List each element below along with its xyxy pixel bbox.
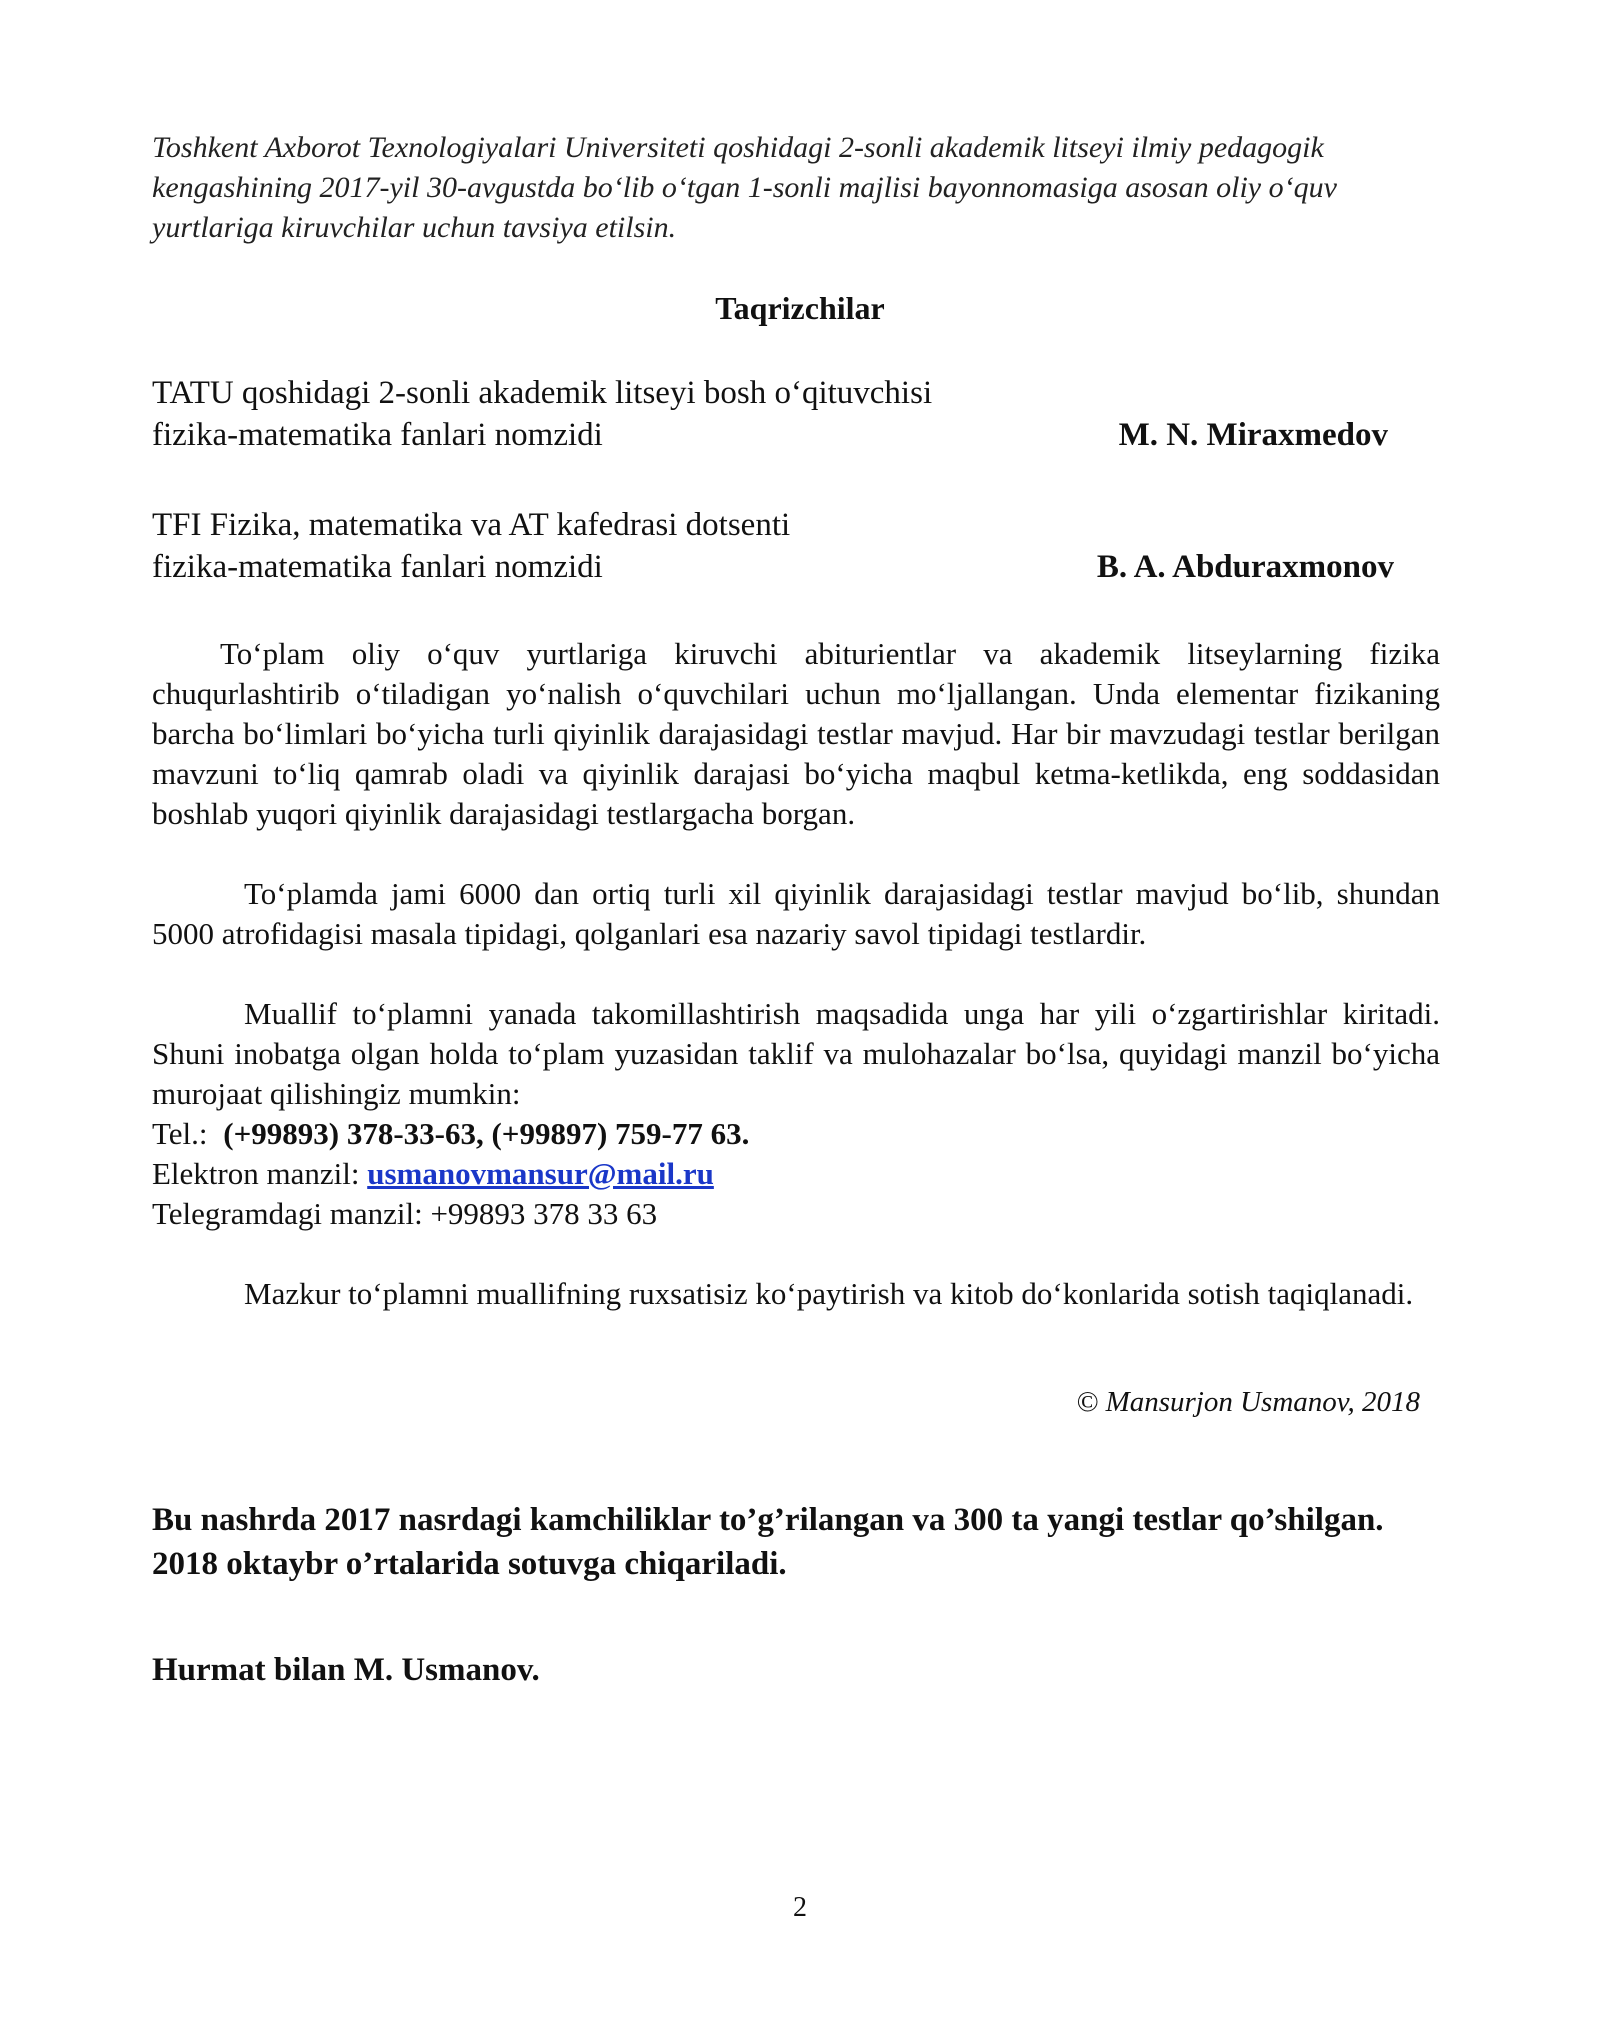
page-number: 2 (793, 1892, 807, 1923)
approval-note: Toshkent Axborot Texnologiyalari Universiteti qoshidagi 2-sonli akademik litseyi ilmiy pedagogik kengashining 2017-yil 30-avgustda bo‘lib o‘tgan 1-sonli majlisi bayonnomasiga asosan oliy o‘quv yurtlariga kiruvchilar uchun tavsiya etilsin. (152, 131, 1337, 244)
reviewers-heading: Taqrizchilar (715, 290, 885, 326)
reviewer-2-name: B. A. Abduraxmonov (1096, 549, 1394, 585)
reviewer-1-degree: fizika-matematika fanlari nomzidi (152, 417, 603, 453)
reviewer-2-position: TFI Fizika, matematika va AT kafedrasi dotsenti (152, 507, 791, 543)
contact-email (152, 1154, 714, 1194)
email-link[interactable]: usmanovmansur@mail.ru (367, 1156, 714, 1191)
contact-telegram: Telegramdagi manzil: +99893 378 33 63 (152, 1196, 658, 1231)
contact-phone (152, 1114, 749, 1154)
reviewer-1-name: M. N. Miraxmedov (1118, 417, 1388, 453)
email-label: Elektron manzil: (152, 1156, 360, 1191)
copyright-line: © Mansurjon Usmanov, 2018 (1076, 1386, 1420, 1418)
paragraph-test-count: To‘plamda jami 6000 dan ortiq turli xil qiyinlik darajasidagi testlar mavjud bo‘lib, shundan 5000 atrofidagisi masala tipidagi, qolganlari esa nazariy savol tipidagi testlardir. (152, 876, 1440, 951)
paragraph-feedback: Muallif to‘plamni yanada takomillashtirish maqsadida unga har yili o‘zgartirishlar kiritadi. Shuni inobatga olgan holda to‘plam yuzasidan taklif va mulohazalar bo‘lsa, quyidagi manzil bo‘yicha murojaat qilishingiz mumkin: (152, 996, 1440, 1111)
signoff: Hurmat bilan M. Usmanov. (152, 1652, 540, 1688)
paragraph-copy-restriction: Mazkur to‘plamni muallifning ruxsatisiz ko‘paytirish va kitob do‘konlarida sotish taqiqlanadi. (244, 1276, 1414, 1311)
paragraph-collection-purpose: To‘plam oliy o‘quv yurtlariga kiruvchi abiturientlar va akademik litseylarning fizika chuqurlashtirib o‘tiladigan yo‘nalish o‘quvchilari uchun mo‘ljallangan. Unda elementar fizikaning barcha bo‘limlari bo‘yicha turli qiyinlik darajasidagi testlar mavjud. Har bir mavzudagi testlar berilgan mavzuni to‘liq qamrab oladi va qiyinlik darajasi bo‘yicha maqbul ketma-ketlikda, eng soddasidan boshlab yuqori qiyinlik darajasidagi testlargacha borgan. (152, 636, 1440, 831)
phone-label: Tel.: (152, 1116, 208, 1151)
reviewer-2-degree: fizika-matematika fanlari nomzidi (152, 549, 603, 585)
reviewer-1-position: TATU qoshidagi 2-sonli akademik litseyi bosh o‘qituvchisi (152, 375, 933, 411)
edition-notice: Bu nashrda 2017 nasrdagi kamchiliklar to’g’rilangan va 300 ta yangi testlar qo’shilgan. 2018 oktaybr o’rtalarida sotuvga chiqariladi. (152, 1502, 1384, 1582)
phone-numbers: (+99893) 378-33-63, (+99897) 759-77 63. (223, 1116, 750, 1151)
